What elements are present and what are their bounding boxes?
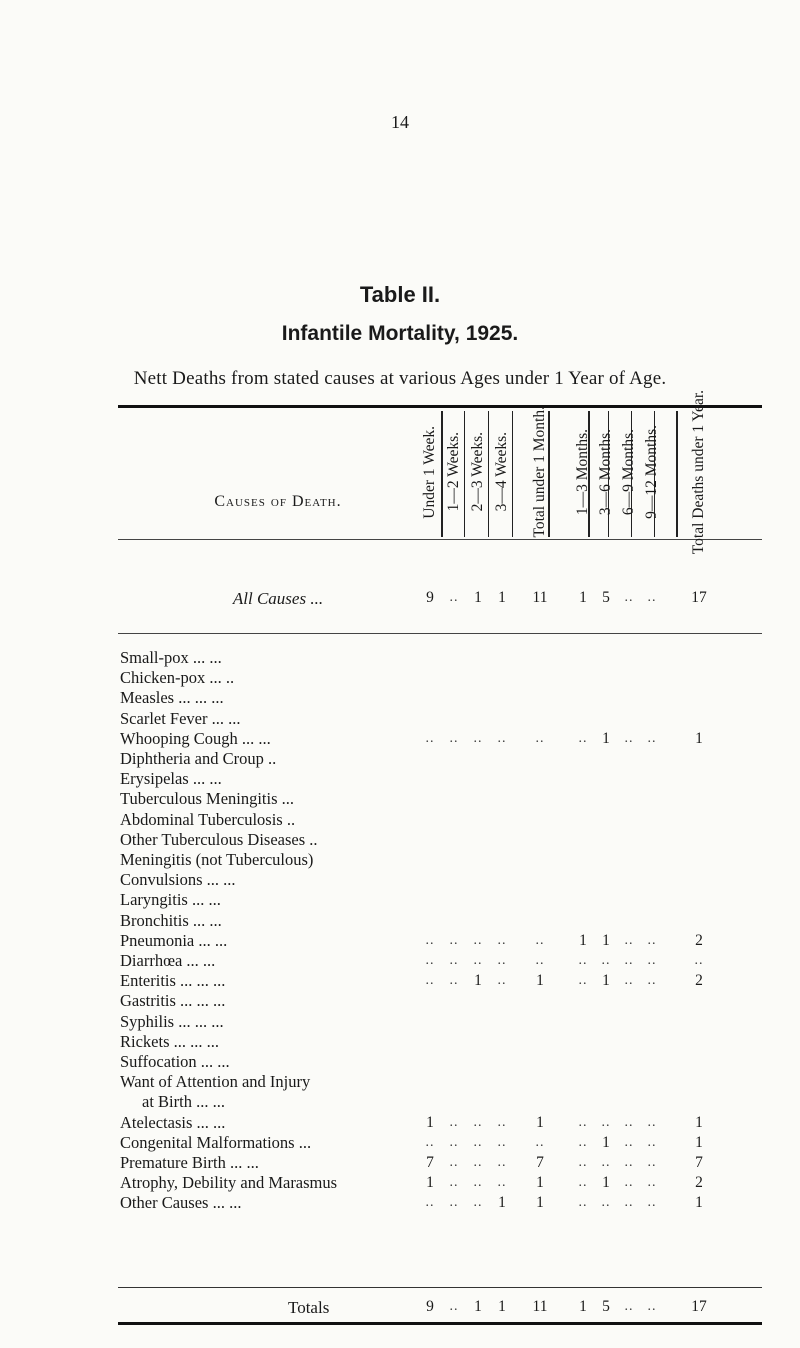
cause-label: Gastritis ... ... ...	[120, 991, 226, 1010]
totals-value: ..	[449, 1299, 459, 1314]
cause-value: 1	[602, 1134, 610, 1151]
page-number: 14	[391, 112, 409, 132]
cause-label: Diarrhœa ... ...	[120, 951, 216, 970]
cause-label: Diphtheria and Croup ..	[120, 749, 277, 768]
cause-label: Small-pox ... ...	[120, 648, 222, 667]
all-causes-value: 5	[602, 589, 610, 606]
cause-value: ..	[694, 953, 704, 968]
cause-label: Measles ... ... ...	[120, 688, 224, 707]
cause-value: ..	[449, 731, 459, 746]
cause-value: 1	[602, 932, 610, 949]
cause-value: ..	[624, 973, 634, 988]
cause-value: ..	[425, 731, 435, 746]
cause-value: ..	[497, 973, 507, 988]
cause-value: 1	[536, 972, 544, 989]
column-header: Total Deaths under 1 Year.	[689, 389, 707, 555]
cause-value: 1	[498, 1194, 506, 1211]
totals-value: 11	[532, 1298, 548, 1315]
cause-value: ..	[601, 1195, 611, 1210]
cause-label: Bronchitis ... ...	[120, 911, 222, 930]
cause-value: ..	[647, 1135, 657, 1150]
cause-value: ..	[535, 731, 545, 746]
cause-value: ..	[425, 933, 435, 948]
cause-value: ..	[647, 1195, 657, 1210]
cause-value: ..	[497, 731, 507, 746]
cause-value: ..	[497, 1155, 507, 1170]
column-header: Under 1 Week.	[420, 425, 438, 519]
cause-value: 7	[695, 1154, 703, 1171]
cause-value: 2	[695, 1174, 703, 1191]
cause-value: ..	[647, 953, 657, 968]
cause-value: ..	[647, 1175, 657, 1190]
totals-rule	[118, 1287, 762, 1288]
cause-value: ..	[473, 1115, 483, 1130]
cause-value: ..	[425, 973, 435, 988]
cause-value: ..	[535, 933, 545, 948]
cause-label: Enteritis ... ... ...	[120, 971, 226, 990]
totals-value: 1	[498, 1298, 506, 1315]
cause-value: ..	[624, 1195, 634, 1210]
column-header: 1—3 Months.	[573, 428, 591, 516]
cause-value: ..	[601, 1155, 611, 1170]
cause-value: 2	[695, 932, 703, 949]
cause-label: Pneumonia ... ...	[120, 931, 228, 950]
cause-value: ..	[624, 953, 634, 968]
column-header: 3—4 Weeks.	[492, 432, 510, 512]
cause-value: ..	[425, 953, 435, 968]
cause-value: ..	[624, 1115, 634, 1130]
cause-value: ..	[497, 1135, 507, 1150]
cause-value: 1	[602, 972, 610, 989]
cause-value: 1	[695, 1134, 703, 1151]
header-rule	[118, 539, 762, 540]
totals-value: 1	[579, 1298, 587, 1315]
cause-value: 1	[695, 730, 703, 747]
cause-value: ..	[449, 1155, 459, 1170]
cause-label: Whooping Cough ... ...	[120, 729, 271, 748]
cause-value: ..	[473, 731, 483, 746]
cause-label: Premature Birth ... ...	[120, 1153, 259, 1172]
all-causes-value: ..	[647, 590, 657, 605]
cause-value: ..	[425, 1195, 435, 1210]
all-causes-value: 17	[691, 589, 707, 606]
cause-label: Syphilis ... ... ...	[120, 1012, 224, 1031]
cause-label: Tuberculous Meningitis ...	[120, 789, 295, 808]
all-causes-value: 1	[498, 589, 506, 606]
cause-value: ..	[624, 1175, 634, 1190]
totals-value: ..	[647, 1299, 657, 1314]
cause-value: 7	[536, 1154, 544, 1171]
cause-value: ..	[535, 953, 545, 968]
all-causes-value: ..	[449, 590, 459, 605]
cause-value: ..	[473, 1195, 483, 1210]
cause-value: ..	[647, 933, 657, 948]
cause-value: ..	[497, 1115, 507, 1130]
cause-value: ..	[578, 1135, 588, 1150]
cause-label: Erysipelas ... ...	[120, 769, 222, 788]
bottom-rule	[118, 1322, 762, 1325]
totals-label: Totals	[288, 1298, 330, 1317]
cause-value: ..	[449, 1135, 459, 1150]
column-header: 9—12 Months.	[642, 425, 660, 519]
cause-value: ..	[473, 1175, 483, 1190]
cause-value: 1	[536, 1174, 544, 1191]
column-header: 1—2 Weeks.	[444, 432, 462, 512]
cause-value: ..	[497, 933, 507, 948]
cause-label: Scarlet Fever ... ...	[120, 709, 241, 728]
totals-value: 1	[474, 1298, 482, 1315]
cause-value: ..	[449, 953, 459, 968]
cause-value: ..	[535, 1135, 545, 1150]
cause-label: Suffocation ... ...	[120, 1052, 230, 1071]
cause-value: ..	[449, 1195, 459, 1210]
all-causes-value: ..	[624, 590, 634, 605]
causes-header: Causes of Death.	[214, 493, 342, 510]
cause-value: ..	[578, 1155, 588, 1170]
totals-value: ..	[624, 1299, 634, 1314]
cause-value: 1	[426, 1114, 434, 1131]
column-header: 2—3 Weeks.	[468, 432, 486, 512]
cause-value: ..	[647, 973, 657, 988]
cause-value: ..	[578, 1115, 588, 1130]
all-causes-value: 1	[579, 589, 587, 606]
cause-label: Abdominal Tuberculosis ..	[120, 810, 296, 829]
cause-value: ..	[578, 973, 588, 988]
cause-value: ..	[647, 1155, 657, 1170]
cause-value: ..	[449, 1115, 459, 1130]
cause-value: 1	[474, 972, 482, 989]
totals-value: 9	[426, 1298, 434, 1315]
cause-label: Atrophy, Debility and Marasmus	[120, 1173, 338, 1192]
cause-value: 1	[695, 1194, 703, 1211]
cause-label: Convulsions ... ...	[120, 870, 236, 889]
cause-label: Other Tuberculous Diseases ..	[120, 830, 318, 849]
cause-value: 1	[695, 1114, 703, 1131]
cause-value: ..	[473, 953, 483, 968]
cause-label: Chicken-pox ... ..	[120, 668, 235, 687]
cause-value: ..	[647, 731, 657, 746]
cause-value: ..	[624, 933, 634, 948]
cause-value: ..	[473, 933, 483, 948]
cause-label: at Birth ... ...	[142, 1092, 225, 1111]
cause-label: Meningitis (not Tuberculous)	[120, 850, 314, 869]
cause-value: ..	[601, 953, 611, 968]
cause-value: ..	[624, 731, 634, 746]
cause-label: Congenital Malformations ...	[120, 1133, 312, 1152]
cause-value: 1	[602, 1174, 610, 1191]
all-causes-value: 11	[532, 589, 548, 606]
cause-value: ..	[497, 953, 507, 968]
cause-value: ..	[578, 731, 588, 746]
all-causes-value: 9	[426, 589, 434, 606]
cause-value: ..	[624, 1135, 634, 1150]
cause-value: ..	[473, 1135, 483, 1150]
totals-value: 17	[691, 1298, 707, 1315]
cause-value: ..	[647, 1115, 657, 1130]
cause-label: Other Causes ... ...	[120, 1193, 242, 1212]
cause-value: ..	[425, 1135, 435, 1150]
cause-value: ..	[578, 1195, 588, 1210]
cause-value: ..	[624, 1155, 634, 1170]
table-caption: Nett Deaths from stated causes at various Ages under 1 Year of Age.	[133, 368, 667, 389]
cause-value: 1	[602, 730, 610, 747]
cause-value: ..	[578, 953, 588, 968]
cause-value: 7	[426, 1154, 434, 1171]
cause-value: 2	[695, 972, 703, 989]
column-header: 3—6 Months.	[596, 428, 614, 516]
cause-value: ..	[601, 1115, 611, 1130]
all-causes-rule	[118, 633, 762, 634]
cause-value: ..	[449, 933, 459, 948]
cause-label: Want of Attention and Injury	[120, 1072, 311, 1091]
cause-value: 1	[536, 1114, 544, 1131]
cause-value: ..	[449, 1175, 459, 1190]
cause-value: 1	[579, 932, 587, 949]
all-causes-value: 1	[474, 589, 482, 606]
cause-value: ..	[449, 973, 459, 988]
table-subtitle: Infantile Mortality, 1925.	[281, 322, 519, 345]
table-title: Table II.	[359, 282, 441, 307]
cause-label: Rickets ... ... ...	[120, 1032, 219, 1051]
cause-label: Atelectasis ... ...	[120, 1113, 226, 1132]
cause-value: 1	[536, 1194, 544, 1211]
cause-value: 1	[426, 1174, 434, 1191]
mortality-table	[118, 389, 762, 1325]
cause-value: ..	[578, 1175, 588, 1190]
cause-value: ..	[473, 1155, 483, 1170]
totals-value: 5	[602, 1298, 610, 1315]
cause-label: Laryngitis ... ...	[120, 890, 221, 909]
all-causes-label: All Causes ...	[232, 589, 324, 608]
column-header: Total under 1 Month.	[530, 406, 548, 538]
cause-value: ..	[497, 1175, 507, 1190]
column-header: 6—9 Months.	[619, 428, 637, 516]
